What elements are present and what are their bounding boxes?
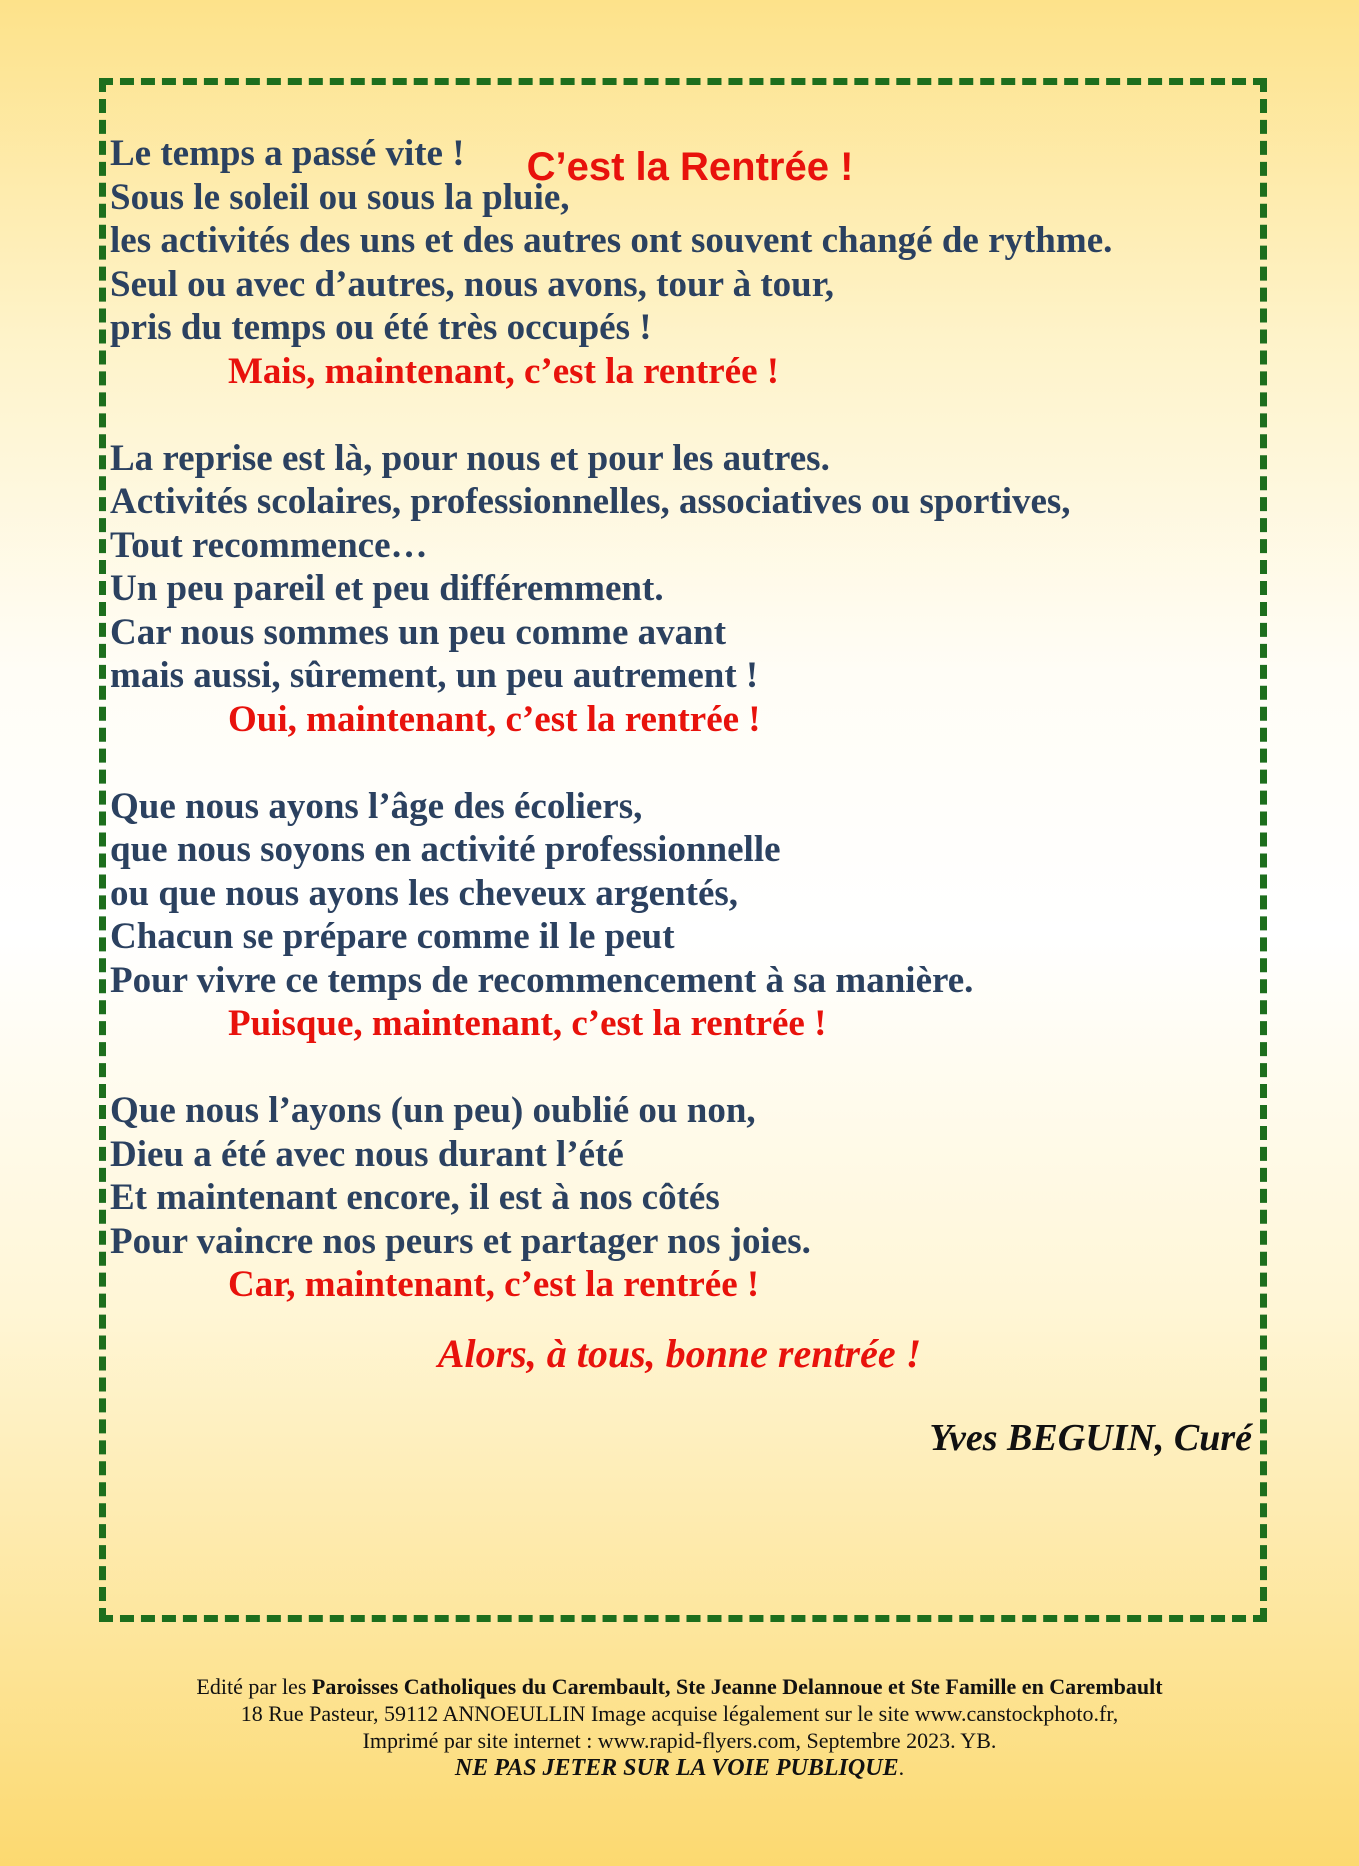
poem-line: La reprise est là, pour nous et pour les autres. bbox=[110, 437, 830, 479]
stanza-spacer bbox=[110, 393, 1270, 437]
poem-line: Pour vivre ce temps de recommencement à sa manière. bbox=[110, 959, 974, 1001]
closing-line: Alors, à tous, bonne rentrée ! bbox=[437, 1331, 922, 1376]
poem-line: Pour vaincre nos peurs et partager nos joies. bbox=[110, 1220, 811, 1262]
stanza-spacer bbox=[110, 1046, 1270, 1090]
poem-line: Seul ou avec d’autres, nous avons, tour à tour, bbox=[110, 263, 835, 305]
poem-line: Et maintenant encore, il est à nos côtés bbox=[110, 1177, 720, 1218]
footer-printed: Imprimé par site internet : www.rapid-flyers.com, Septembre 2023. YB. bbox=[362, 1728, 997, 1753]
poem-line: que nous soyons en activité professionnelle bbox=[110, 829, 781, 870]
poem-line: mais aussi, sûrement, un peu autrement ! bbox=[110, 655, 759, 696]
poem-line: Tout recommence… bbox=[110, 524, 428, 566]
poem-line: Que nous ayons l’âge des écoliers, bbox=[110, 785, 643, 827]
footer-edited-prefix: Edité par les bbox=[196, 1674, 312, 1699]
poem-line: ou que nous ayons les cheveux argentés, bbox=[110, 872, 739, 914]
footer-edited bbox=[0, 1673, 1359, 1700]
poem-line: Sous le soleil ou sous la pluie, bbox=[110, 176, 570, 218]
poem-refrain: Car, maintenant, c’est la rentrée ! bbox=[228, 1264, 760, 1305]
signature: Yves BEGUIN, Curé bbox=[929, 1417, 1252, 1459]
footer-warning-line bbox=[0, 1754, 1359, 1782]
footer-address: 18 Rue Pasteur, 59112 ANNOEULLIN Image acquise légalement sur le site www.canstockphoto.fr, bbox=[240, 1701, 1119, 1726]
poem-refrain: Puisque, maintenant, c’est la rentrée ! bbox=[228, 1003, 827, 1044]
poem-line: Car nous sommes un peu comme avant bbox=[110, 611, 727, 653]
poem-line: Dieu a été avec nous durant l’été bbox=[110, 1133, 624, 1175]
poem-line: Activités scolaires, professionnelles, associatives ou sportives, bbox=[110, 481, 1071, 522]
poem bbox=[110, 132, 1270, 1307]
footer-publisher: Paroisses Catholiques du Carembault, Ste Jeanne Delannoue et Ste Famille en Carembault bbox=[311, 1674, 1163, 1699]
poem-line: Le temps a passé vite ! bbox=[110, 133, 465, 174]
footer-warning-suffix: . bbox=[898, 1755, 905, 1780]
stanza-spacer bbox=[110, 741, 1270, 785]
footer bbox=[0, 1673, 1359, 1782]
poem-line: Un peu pareil et peu différemment. bbox=[110, 568, 664, 609]
poem-line: Chacun se prépare comme il le peut bbox=[110, 916, 675, 957]
footer-warning: NE PAS JETER SUR LA VOIE PUBLIQUE bbox=[454, 1755, 899, 1781]
poem-refrain: Mais, maintenant, c’est la rentrée ! bbox=[228, 350, 780, 392]
poem-refrain: Oui, maintenant, c’est la rentrée ! bbox=[228, 698, 761, 740]
poem-line: les activités des uns et des autres ont souvent changé de rythme. bbox=[110, 220, 1113, 261]
poem-line: Que nous l’ayons (un peu) oublié ou non, bbox=[110, 1090, 756, 1131]
poem-line: pris du temps ou été très occupés ! bbox=[110, 307, 652, 348]
page-title: C’est la Rentrée ! bbox=[526, 145, 854, 189]
